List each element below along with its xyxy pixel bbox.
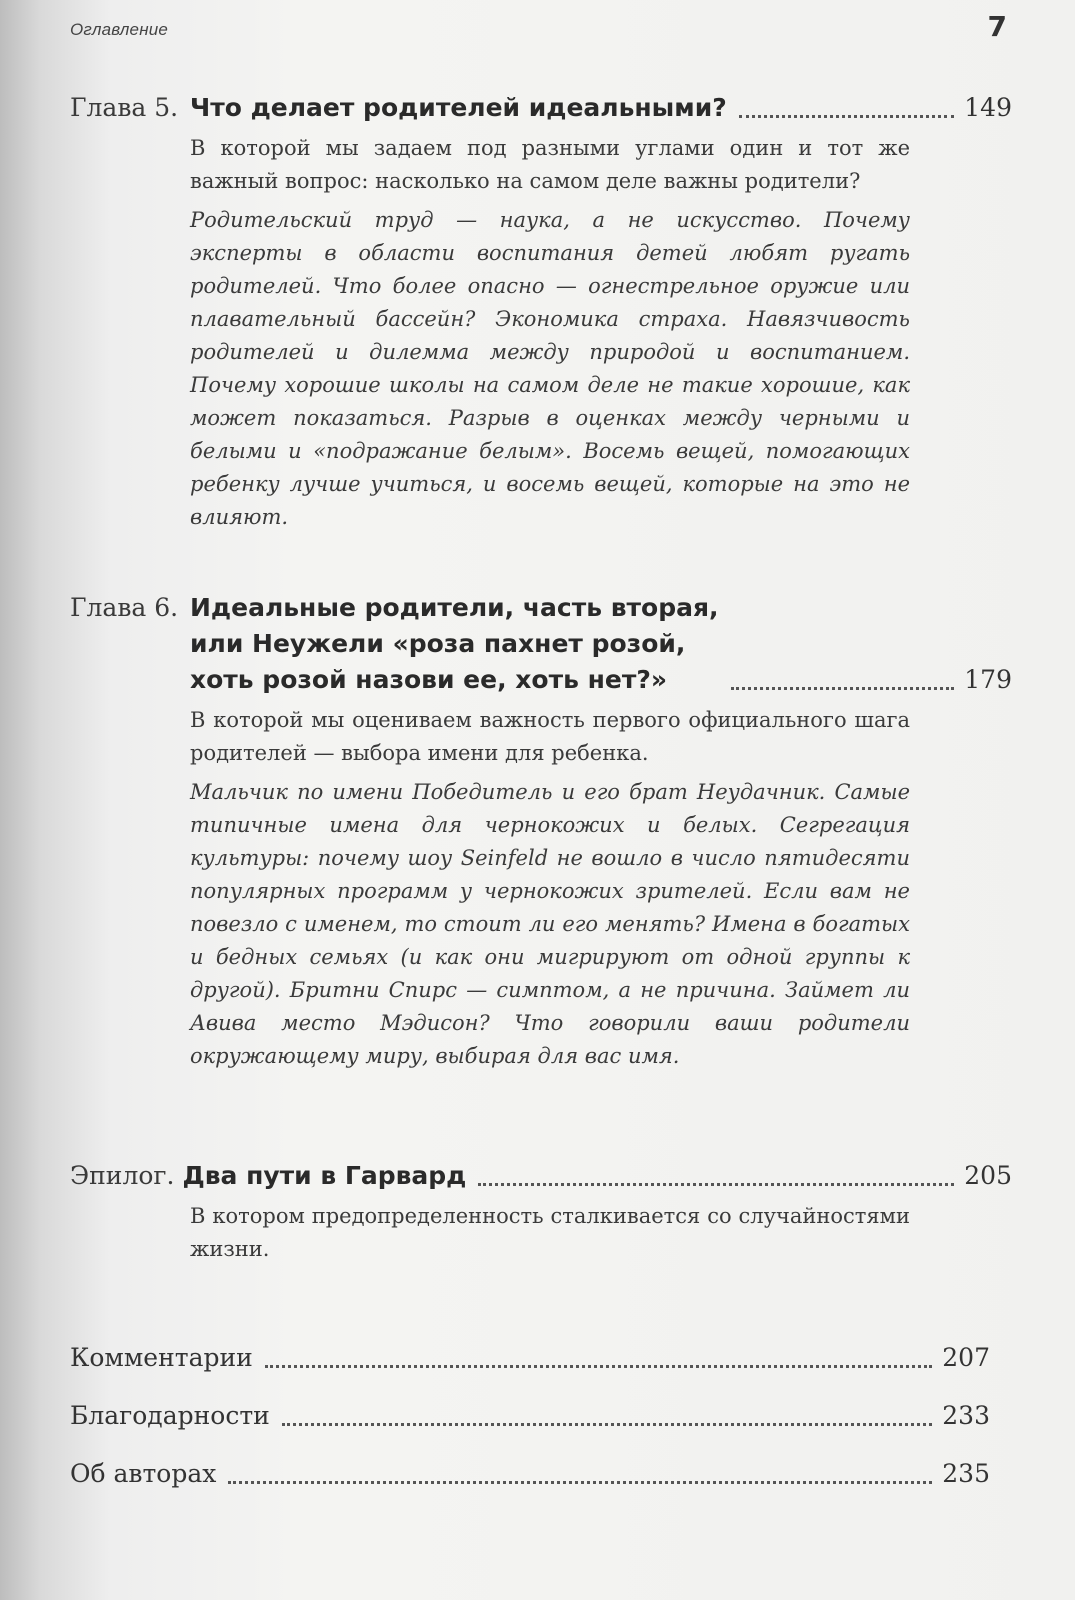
page-number: 7 <box>987 10 1007 43</box>
entry-label: Комментарии <box>70 1343 253 1372</box>
entry-label: Благодарности <box>70 1401 270 1430</box>
toc-entry-about-authors[interactable] <box>70 1456 990 1492</box>
toc-entry-chapter-6[interactable] <box>70 590 1012 1073</box>
toc-entry-epilog[interactable] <box>70 1158 1012 1266</box>
chapter-title-line: хоть розой назови ее, хоть нет?» <box>190 665 667 694</box>
running-head: Оглавление <box>70 20 169 39</box>
chapter-page-number: 149 <box>964 93 1012 122</box>
chapter-title-line: или Неужели «роза пахнет розой, <box>190 629 686 658</box>
dot-leader <box>228 1473 932 1484</box>
chapter-title[interactable]: Два пути в Гарвард <box>182 1161 467 1190</box>
chapter-heading-row <box>70 1158 1012 1194</box>
chapter-label: Эпилог. <box>70 1161 175 1190</box>
toc-entry-chapter-5[interactable] <box>70 90 1012 534</box>
dot-leader <box>282 1415 932 1426</box>
chapter-label: Глава 6. <box>70 593 179 622</box>
toc-entry-acknowledgments[interactable] <box>70 1398 990 1434</box>
chapter-title-block[interactable] <box>190 590 719 698</box>
chapter-description: В котором предопределенность сталкивается со случайностями жизни. <box>190 1204 910 1261</box>
chapter-title-line: Идеальные родители, часть вторая, <box>190 593 719 622</box>
chapter-topics: Мальчик по имени Победитель и его брат Неудачник. Самые типичные имена для чернокожих и белых. Сегрегация культуры: почему шоу Seinfeld не вошло в число пятидесяти популярных программ у чернокожих зрителей. Если вам не повезло с именем, то стоит ли его менять? Имена в богатых и бедных семьях (и как они мигрируют от одной группы к другой). Бритни Спирс — симптом, а не причина. Займет ли Авива место Мэдисон? Что говорили ваши родители окружающему миру, выбирая для вас имя. <box>190 780 910 1068</box>
entry-page-number: 233 <box>942 1401 990 1430</box>
chapter-description: В которой мы оцениваем важность первого официального шага родителей — выбора имени для ребенка. <box>190 708 910 765</box>
dot-leader <box>265 1357 932 1368</box>
chapter-page-number: 179 <box>964 665 1012 694</box>
entry-page-number: 235 <box>942 1459 990 1488</box>
entry-page-number: 207 <box>942 1343 990 1372</box>
dot-leader <box>739 107 955 118</box>
toc-entry-comments[interactable] <box>70 1340 990 1376</box>
dot-leader <box>731 679 955 690</box>
chapter-topics: Родительский труд — наука, а не искусство. Почему эксперты в области воспитания детей любят ругать родителей. Что более опасно — огнестрельное оружие или плавательный бассейн? Экономика страха. Навязчивость родителей и дилемма между природой и воспитанием. Почему хорошие школы на самом деле не такие хорошие, как может показаться. Разрыв в оценках между черными и белыми и «подражание белым». Восемь вещей, помогающих ребенку лучше учиться, и восемь вещей, которые на это не влияют. <box>190 208 910 529</box>
chapter-heading-row <box>70 590 1012 698</box>
chapter-title[interactable]: Что делает родителей идеальными? <box>190 93 727 122</box>
chapter-page-number: 205 <box>964 1161 1012 1190</box>
chapter-heading-row <box>70 90 1012 126</box>
entry-label: Об авторах <box>70 1459 217 1488</box>
dot-leader <box>478 1175 954 1186</box>
chapter-description: В которой мы задаем под разными углами один и тот же важный вопрос: насколько на самом деле важны родители? <box>190 136 910 193</box>
chapter-label: Глава 5. <box>70 93 179 122</box>
